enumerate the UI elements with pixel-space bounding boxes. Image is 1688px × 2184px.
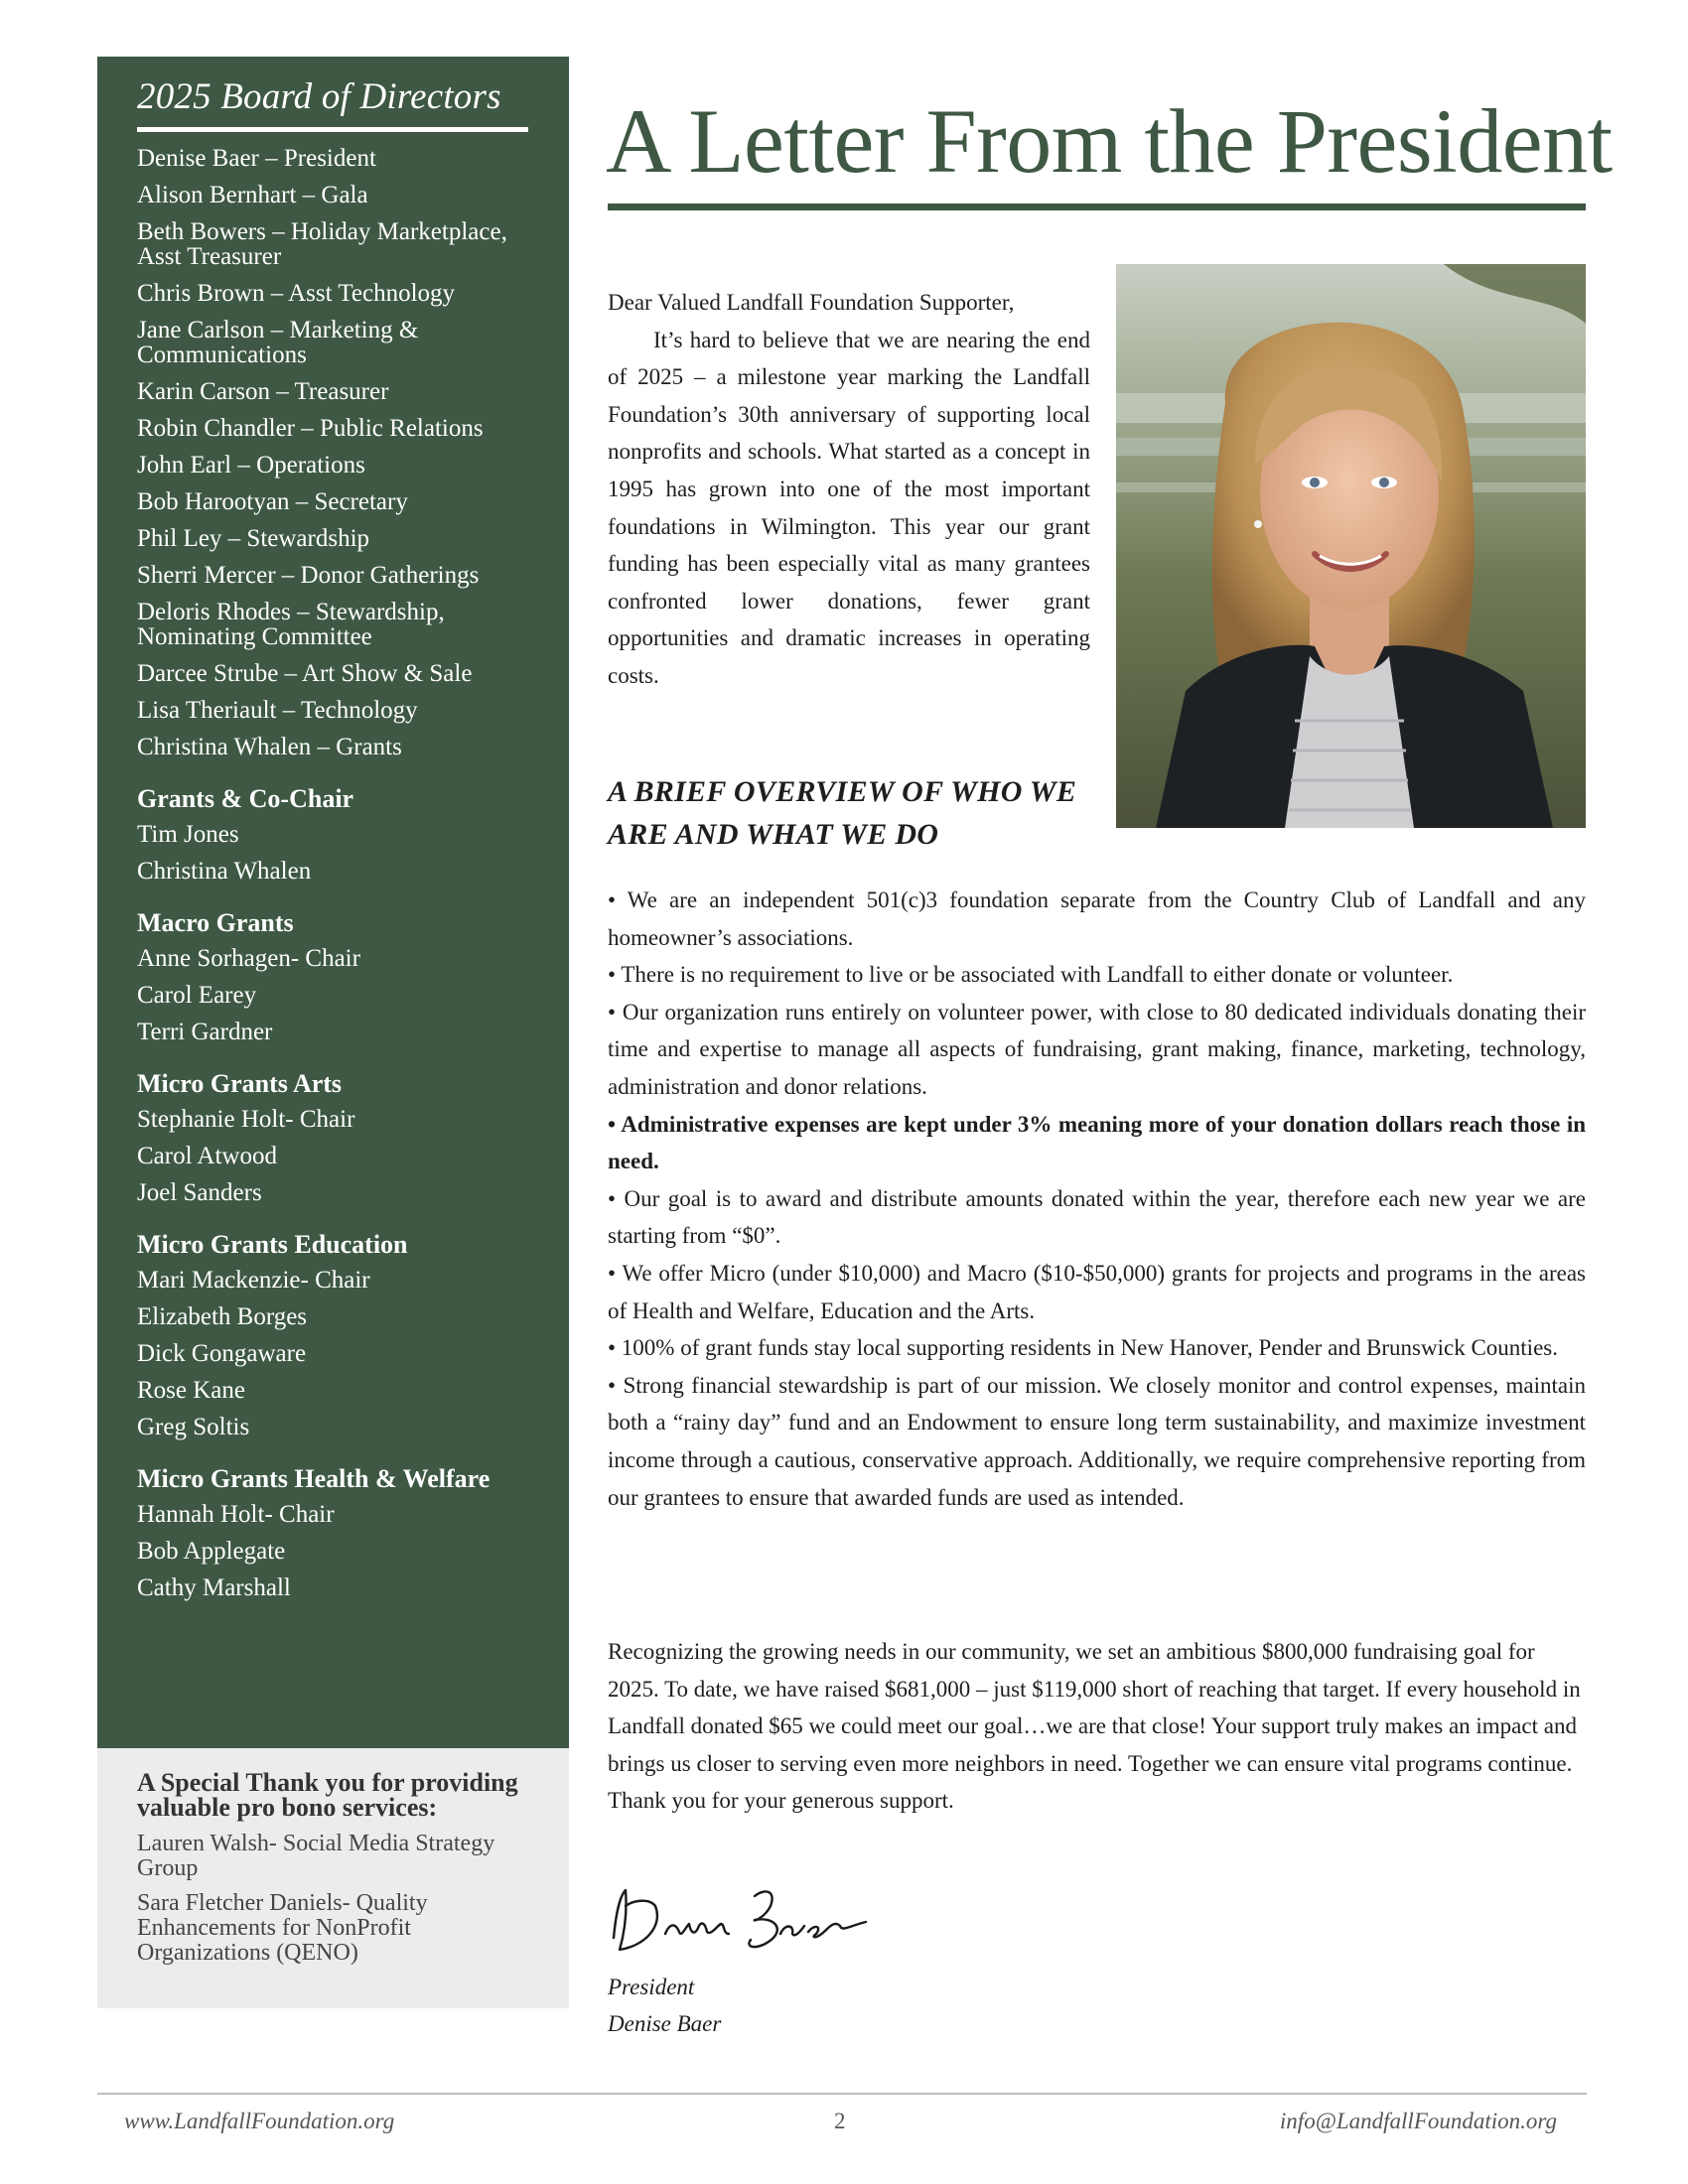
pro-bono-thanks-box (97, 1748, 569, 2008)
director-item: Bob Harootyan – Secretary (137, 487, 408, 515)
board-title: 2025 Board of Directors (137, 76, 501, 117)
committee-grants-co-chair (137, 785, 534, 884)
signature (606, 1876, 874, 1966)
director-item: Phil Ley – Stewardship (137, 524, 370, 552)
committee-member: Carol Earey (137, 981, 257, 1009)
committee-member: Carol Atwood (137, 1142, 277, 1169)
committee-title: Micro Grants Health & Welfare (137, 1463, 491, 1493)
overview-bullets (608, 882, 1586, 1516)
director-item: Deloris Rhodes – Stewardship, Nominating Committee (137, 598, 445, 650)
committee-member: Dick Gongaware (137, 1339, 307, 1367)
director-item: John Earl – Operations (137, 451, 365, 478)
closing-paragraph: Recognizing the growing needs in our community, we set an ambitious $800,000 fundraising goal for 2025. To date, we have raised $681,000 – just $119,000 short of reaching that target. If every household in Landfall donated $65 we could meet our goal…we are that close! Your support truly makes an impact and brings us closer to serving even more neighbors in need. Together we can ensure vital programs continue. (608, 1639, 1581, 1776)
overview-bullet: • 100% of grant funds stay local supporting residents in New Hanover, Pender and Brunswick Counties. (608, 1335, 1558, 1361)
page-number: 2 (834, 2109, 846, 2133)
committee-member: Elizabeth Borges (137, 1302, 308, 1330)
committee-title: Macro Grants (137, 907, 294, 937)
overview-bullet: • We offer Micro (under $10,000) and Macro ($10-$50,000) grants for projects and programs in the areas of Health and Welfare, Education and the Arts. (608, 1260, 1586, 1323)
overview-bullet: • Administrative expenses are kept under 3% meaning more of your donation dollars reach those in need. (608, 1111, 1586, 1174)
committee-member: Terri Gardner (137, 1018, 273, 1045)
director-item: Karin Carson – Treasurer (137, 377, 389, 405)
signer-role: President (608, 1975, 695, 1999)
directors-list (137, 146, 534, 759)
footer-rule (97, 2093, 1587, 2095)
committee-member: Bob Applegate (137, 1537, 286, 1565)
director-item: Beth Bowers – Holiday Marketplace, Asst Treasurer (137, 217, 507, 270)
director-item: Robin Chandler – Public Relations (137, 414, 484, 442)
footer-website-link[interactable]: www.LandfallFoundation.org (124, 2109, 395, 2133)
committee-title: Grants & Co-Chair (137, 783, 354, 813)
director-item: Darcee Strube – Art Show & Sale (137, 659, 473, 687)
director-item: Jane Carlson – Marketing & Communications (137, 316, 419, 368)
overview-heading: A BRIEF OVERVIEW OF WHO WE ARE AND WHAT WE DO (608, 775, 1077, 851)
thanks-item: Lauren Walsh- Social Media Strategy Group (137, 1831, 495, 1881)
overview-bullet: • Our organization runs entirely on volunteer power, with close to 80 dedicated individuals donating their time and expertise to manage all aspects of fundraising, grant making, finance, marketing, technology, administration and donor relations. (608, 999, 1586, 1099)
committee-micro-grants-education (137, 1231, 534, 1439)
committee-member: Anne Sorhagen- Chair (137, 944, 360, 972)
signer-name: Denise Baer (608, 2011, 722, 2036)
director-item: Sherri Mercer – Donor Gatherings (137, 561, 480, 589)
director-item: Denise Baer – President (137, 144, 376, 172)
committee-member: Hannah Holt- Chair (137, 1500, 335, 1528)
committee-macro-grants (137, 909, 534, 1044)
board-title-rule (137, 127, 528, 132)
page-title: A Letter From the President (606, 90, 1613, 192)
overview-bullet: • Strong financial stewardship is part of our mission. We closely monitor and control expenses, maintain both a “rainy day” fund and an Endowment to ensure long term sustainability, and maximize investment income through a cautious, conservative approach. Additionally, we require comprehensive reporting from our grantees to ensure that awarded funds are used as intended. (608, 1372, 1586, 1510)
committee-member: Cathy Marshall (137, 1573, 291, 1601)
overview-bullet: • Our goal is to award and distribute amounts donated within the year, therefore each new year we are starting from “$0”. (608, 1185, 1586, 1249)
committee-member: Stephanie Holt- Chair (137, 1105, 355, 1133)
director-item: Chris Brown – Asst Technology (137, 279, 456, 307)
committee-member: Rose Kane (137, 1376, 245, 1404)
signature-block (608, 1969, 721, 2042)
committee-member: Greg Soltis (137, 1413, 250, 1440)
title-rule (608, 204, 1586, 210)
committee-title: Micro Grants Education (137, 1229, 408, 1259)
committee-title: Micro Grants Arts (137, 1068, 343, 1098)
president-photo (1116, 264, 1586, 828)
thanks-title: A Special Thank you for providing valuable pro bono services: (137, 1768, 518, 1822)
committee-micro-grants-health-welfare (137, 1465, 534, 1600)
overview-bullet: • There is no requirement to live or be associated with Landfall to either donate or volunteer. (608, 962, 1454, 988)
footer-email-link[interactable]: info@LandfallFoundation.org (1279, 2109, 1557, 2133)
board-sidebar (97, 57, 569, 1748)
thanks-item: Sara Fletcher Daniels- Quality Enhancements for NonProfit Organizations (QENO) (137, 1890, 428, 1966)
director-item: Lisa Theriault – Technology (137, 696, 418, 724)
committee-member: Joel Sanders (137, 1178, 262, 1206)
letter-closing (608, 1633, 1586, 1820)
director-item: Christina Whalen – Grants (137, 733, 402, 760)
committee-member: Mari Mackenzie- Chair (137, 1266, 370, 1294)
committee-member: Christina Whalen (137, 857, 312, 885)
director-item: Alison Bernhart – Gala (137, 181, 368, 208)
letter-intro (608, 284, 1090, 695)
thank-you-line: Thank you for your generous support. (608, 1788, 954, 1814)
committee-micro-grants-arts (137, 1070, 534, 1205)
overview-bullet: • We are an independent 501(c)3 foundation separate from the Country Club of Landfall and any homeowner’s associations. (608, 887, 1586, 950)
committee-member: Tim Jones (137, 820, 239, 848)
letter-intro-paragraph: It’s hard to believe that we are nearing the end of 2025 – a milestone year marking the Landfall Foundation’s 30th anniversary of supporting local nonprofits and schools. What started as a concept in 1995 has grown into one of the most important foundations in Wilmington. This year our grant funding has been especially vital as many grantees confronted lower donations, fewer grant opportunities and dramatic increases in operating costs. (608, 327, 1090, 688)
letter-greeting: Dear Valued Landfall Foundation Supporter, (608, 290, 1015, 315)
